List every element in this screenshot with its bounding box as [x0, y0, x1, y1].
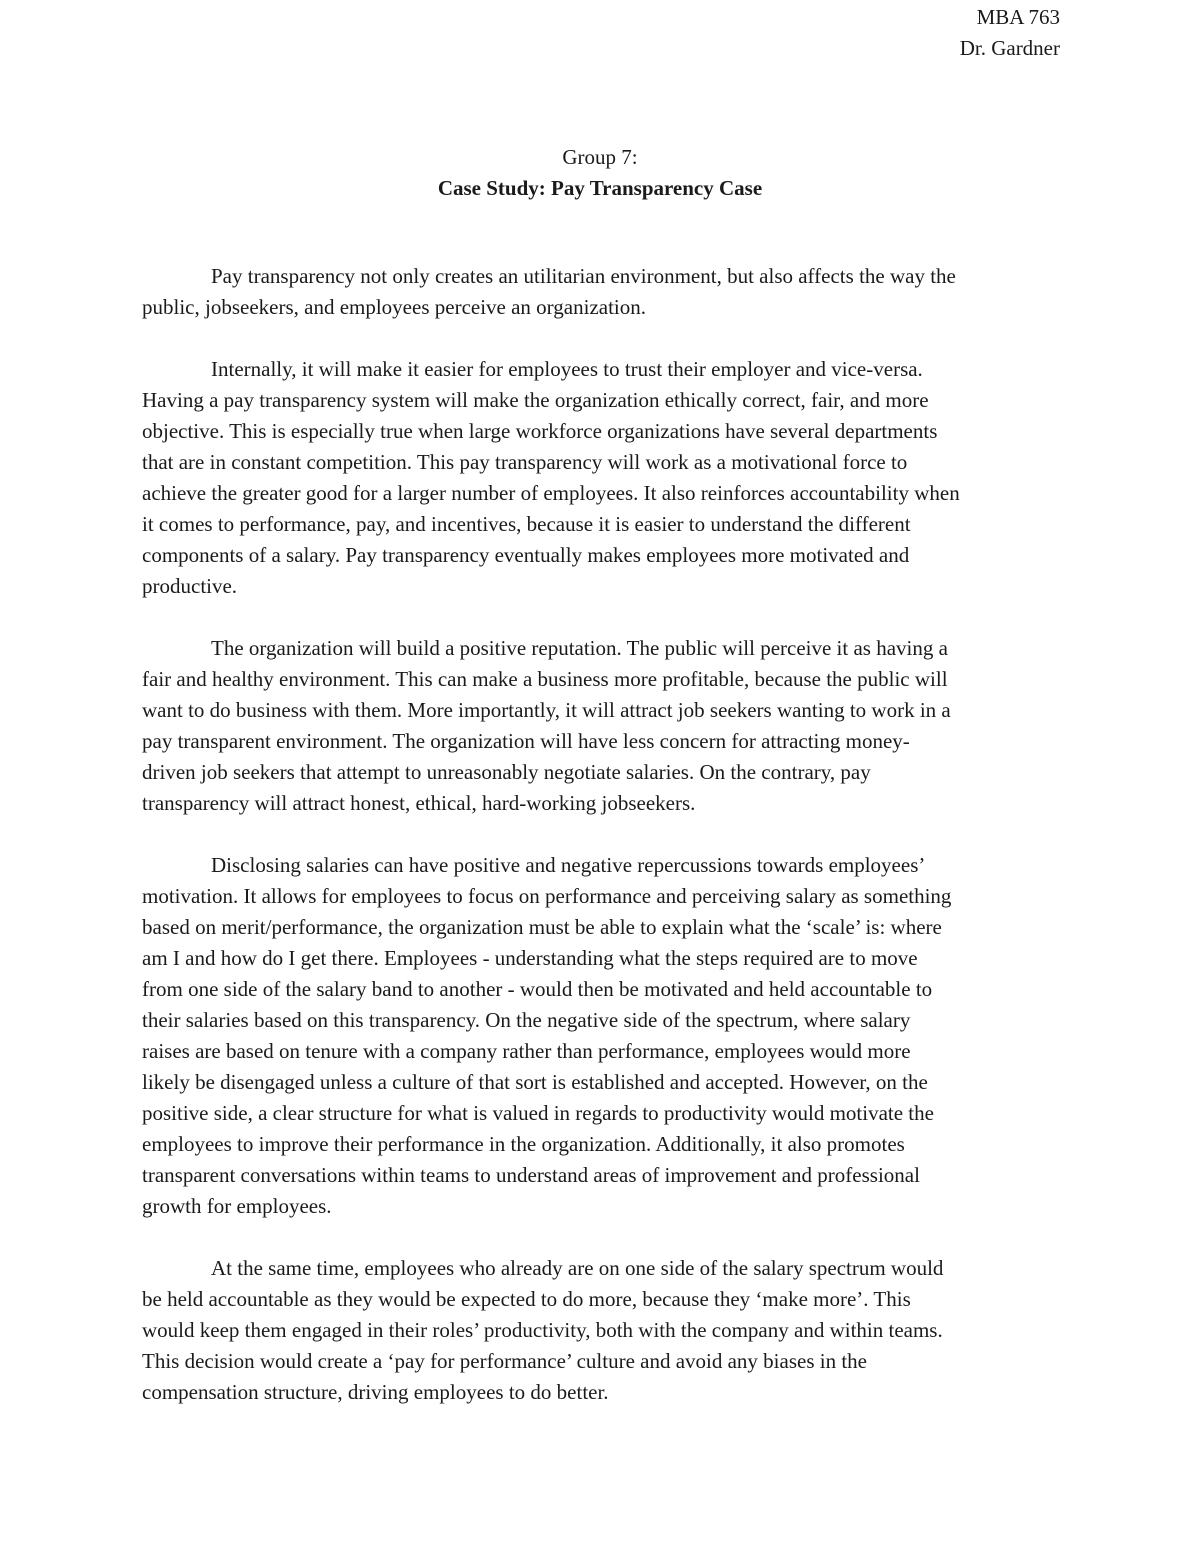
body-paragraph: Pay transparency not only creates an utilitarian environment, but also affects the way the public, jobseekers, and employees perceive an organization.: [142, 264, 956, 319]
body-paragraph: Disclosing salaries can have positive and negative repercussions towards employees’ motivation. It allows for employees to focus on performance and perceiving salary as something based on merit/performance, the organization must be able to explain what the ‘scale’ is: where am I and how do I get there. Employees - understanding what the steps required are to move from one side of the salary band to another - would then be motivated and held accountable to their salaries based on this transparency. On the negative side of the spectrum, where salary raises are based on tenure with a company rather than performance, employees would more likely be disengaged unless a culture of that sort is established and accepted. However, on the positive side, a clear structure for what is valued in regards to productivity would motivate the employees to improve their performance in the organization. Additionally, it also promotes transparent conversations within teams to understand areas of improvement and professional growth for employees.: [142, 853, 952, 1218]
document-body: [142, 261, 1060, 1439]
instructor-name: Dr. Gardner: [959, 36, 1060, 60]
header-block: [960, 2, 1060, 64]
document-title: Case Study: Pay Transparency Case: [437, 176, 763, 200]
body-paragraph: The organization will build a positive reputation. The public will perceive it as having a fair and healthy environment. This can make a business more profitable, because the public will want to do business with them. More importantly, it will attract job seekers wanting to work in a pay transparent environment. The organization will have less concern for attracting money- driven job seekers that attempt to unreasonably negotiate salaries. On the contrary, pay transparency will attract honest, ethical, hard-working jobseekers.: [142, 636, 951, 815]
body-paragraph: Internally, it will make it easier for employees to trust their employer and vice-versa. Having a pay transparency system will make the organization ethically correct, fair, and more objective. This is especially true when large workforce organizations have several departments that are in constant competition. This pay transparency will work as a motivational force to achieve the greater good for a larger number of employees. It also reinforces accountability when it comes to performance, pay, and incentives, because it is easier to understand the different components of a salary. Pay transparency eventually makes employees more motivated and productive.: [142, 357, 960, 598]
body-paragraph: At the same time, employees who already are on one side of the salary spectrum would be held accountable as they would be expected to do more, because they ‘make more’. This would keep them engaged in their roles’ productivity, both with the company and within teams. This decision would create a ‘pay for performance’ culture and avoid any biases in the compensation structure, driving employees to do better.: [142, 1256, 944, 1404]
title-block: [140, 142, 1060, 204]
group-label: Group 7:: [562, 145, 638, 169]
course-code: MBA 763: [976, 5, 1060, 29]
